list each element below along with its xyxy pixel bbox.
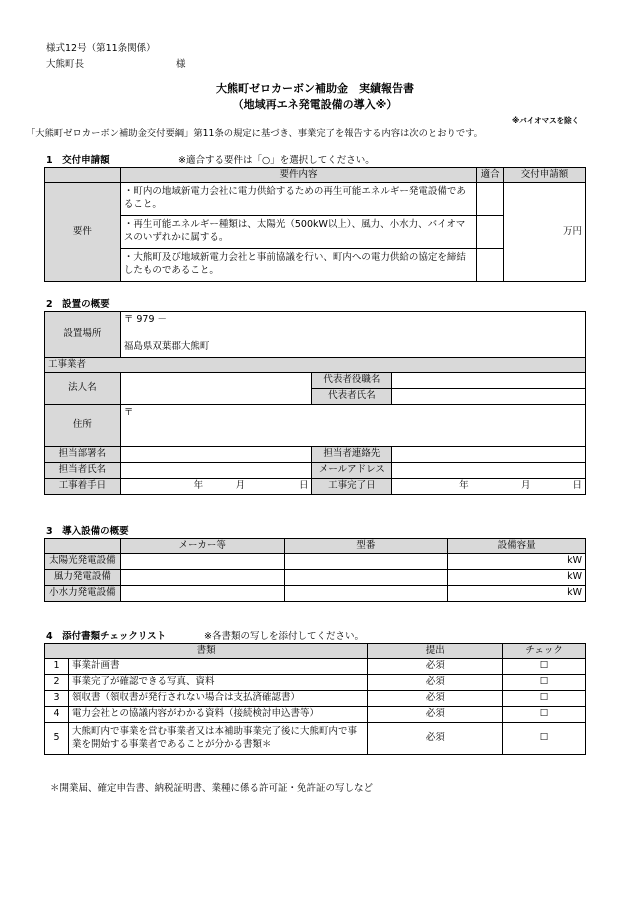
- installation-table: [44, 311, 586, 495]
- equip-header-maker: メーカー等: [120, 539, 284, 554]
- requirements-table: [44, 167, 586, 282]
- table-row: [45, 723, 586, 755]
- section4-note: ※各書類の写しを添付してください。: [204, 631, 364, 642]
- checklist-header-submit: 提出: [368, 644, 503, 659]
- footnote: ＊開業届、確定申告書、納税証明書、業種に係る許可証・免許証の写しなど: [50, 783, 374, 794]
- equip-header-empty: [45, 539, 121, 554]
- biomass-note: ※バイオマスを除く: [512, 116, 580, 125]
- capacity-field[interactable]: kW: [448, 586, 586, 602]
- model-field[interactable]: [284, 570, 448, 586]
- document-name: 事業計画書: [68, 659, 367, 675]
- table-row: [45, 691, 586, 707]
- address-field[interactable]: 〒: [120, 405, 585, 447]
- contractor-label: 工事業者: [45, 358, 586, 373]
- model-field[interactable]: [284, 554, 448, 570]
- rep-name-field[interactable]: [392, 389, 586, 405]
- corp-name-label: 法人名: [45, 373, 121, 405]
- equip-header-capacity: 設備容量: [448, 539, 586, 554]
- equip-header-model: 型番: [284, 539, 448, 554]
- header-content: 要件内容: [120, 168, 476, 183]
- row-number: 3: [45, 691, 69, 707]
- rep-title-label: 代表者役職名: [312, 373, 392, 389]
- row-number: 5: [45, 723, 69, 755]
- requirement-2: ・再生可能エネルギー種類は、太陽光（500kW以上）、風力、小水力、バイオマスのいずれかに属する。: [120, 216, 476, 249]
- corp-name-field[interactable]: [120, 373, 312, 405]
- page-title: 大熊町ゼロカーボン補助金 実績報告書: [216, 82, 414, 95]
- dept-label: 担当部署名: [45, 447, 121, 463]
- addressee-honorific: 様: [176, 59, 186, 70]
- person-field[interactable]: [120, 463, 312, 479]
- rep-name-label: 代表者氏名: [312, 389, 392, 405]
- fit-cell-3[interactable]: [477, 249, 504, 282]
- dept-field[interactable]: [120, 447, 312, 463]
- row-number: 1: [45, 659, 69, 675]
- checklist-header-check: チェック: [503, 644, 586, 659]
- maker-field[interactable]: [120, 554, 284, 570]
- location-address: 福島県双葉郡大熊町: [123, 340, 210, 352]
- email-field[interactable]: [392, 463, 586, 479]
- checkbox[interactable]: ☐: [503, 723, 586, 755]
- submit-status: 必須: [368, 675, 503, 691]
- contact-field[interactable]: [392, 447, 586, 463]
- start-year[interactable]: 年: [120, 479, 206, 495]
- fit-cell-1[interactable]: [477, 183, 504, 216]
- equip-row-label: 太陽光発電設備: [45, 554, 121, 570]
- document-name: 事業完了が確認できる写真、資料: [68, 675, 367, 691]
- row-number: 4: [45, 707, 69, 723]
- header-fit: 適合: [477, 168, 504, 183]
- equip-row-label: 小水力発電設備: [45, 586, 121, 602]
- form-number: 様式12号（第11条関係）: [46, 43, 156, 54]
- checkbox[interactable]: ☐: [503, 691, 586, 707]
- contact-label: 担当者連絡先: [312, 447, 392, 463]
- section3-heading: 3 導入設備の概要: [46, 526, 129, 537]
- capacity-field[interactable]: kW: [448, 554, 586, 570]
- section1-note: ※適合する要件は「○」を選択してください。: [178, 155, 375, 166]
- table-row: [45, 707, 586, 723]
- document-name: 大熊町内で事業を営む事業者又は本補助事業完了後に大熊町内で事業を開始する事業者であることが分かる書類＊: [68, 723, 367, 755]
- submit-status: 必須: [368, 723, 503, 755]
- location-postal: 〒 979 －: [123, 314, 168, 325]
- header-amount: 交付申請額: [504, 168, 586, 183]
- checklist-table: [44, 643, 586, 755]
- capacity-field[interactable]: kW: [448, 570, 586, 586]
- row-number: 2: [45, 675, 69, 691]
- table-row: [45, 675, 586, 691]
- document-name: 電力会社との協議内容がわかる資料（接続検討申込書等）: [68, 707, 367, 723]
- location-field[interactable]: [120, 312, 585, 358]
- end-year[interactable]: 年: [392, 479, 472, 495]
- equipment-table: [44, 538, 586, 602]
- end-date-label: 工事完了日: [312, 479, 392, 495]
- requirement-3: ・大熊町及び地域新電力会社と事前協議を行い、町内への電力供給の協定を締結したものであること。: [120, 249, 476, 282]
- section2-heading: 2 設置の概要: [46, 299, 110, 310]
- model-field[interactable]: [284, 586, 448, 602]
- fit-cell-2[interactable]: [477, 216, 504, 249]
- addressee: 大熊町長: [46, 59, 85, 70]
- intro-text: 「大熊町ゼロカーボン補助金交付要綱」第11条の規定に基づき、事業完了を報告する内容は次のとおりです。: [26, 128, 483, 139]
- requirement-1: ・町内の地域新電力会社に電力供給するための再生可能エネルギー発電設備であること。: [120, 183, 476, 216]
- end-month[interactable]: 月: [472, 479, 534, 495]
- rep-title-field[interactable]: [392, 373, 586, 389]
- location-label: 設置場所: [45, 312, 121, 358]
- checklist-header-doc: 書類: [45, 644, 368, 659]
- start-month[interactable]: 月: [206, 479, 248, 495]
- section4-heading: 4 添付書類チェックリスト: [46, 631, 167, 642]
- email-label: メールアドレス: [312, 463, 392, 479]
- header-empty: [45, 168, 121, 183]
- checkbox[interactable]: ☐: [503, 707, 586, 723]
- submit-status: 必須: [368, 659, 503, 675]
- equip-row-label: 風力発電設備: [45, 570, 121, 586]
- table-row: [45, 659, 586, 675]
- section1-heading: 1 交付申請額: [46, 155, 110, 166]
- checkbox[interactable]: ☐: [503, 659, 586, 675]
- start-date-label: 工事着手日: [45, 479, 121, 495]
- requirement-label: 要件: [45, 183, 121, 282]
- submit-status: 必須: [368, 707, 503, 723]
- person-label: 担当者氏名: [45, 463, 121, 479]
- checkbox[interactable]: ☐: [503, 675, 586, 691]
- submit-status: 必須: [368, 691, 503, 707]
- start-day[interactable]: 日: [248, 479, 312, 495]
- page-subtitle: （地域再エネ発電設備の導入※）: [232, 98, 398, 111]
- maker-field[interactable]: [120, 586, 284, 602]
- document-name: 領収書（領収書が発行されない場合は支払済確認書）: [68, 691, 367, 707]
- end-day[interactable]: 日: [534, 479, 586, 495]
- address-label: 住所: [45, 405, 121, 447]
- amount-cell[interactable]: 万円: [504, 183, 586, 282]
- maker-field[interactable]: [120, 570, 284, 586]
